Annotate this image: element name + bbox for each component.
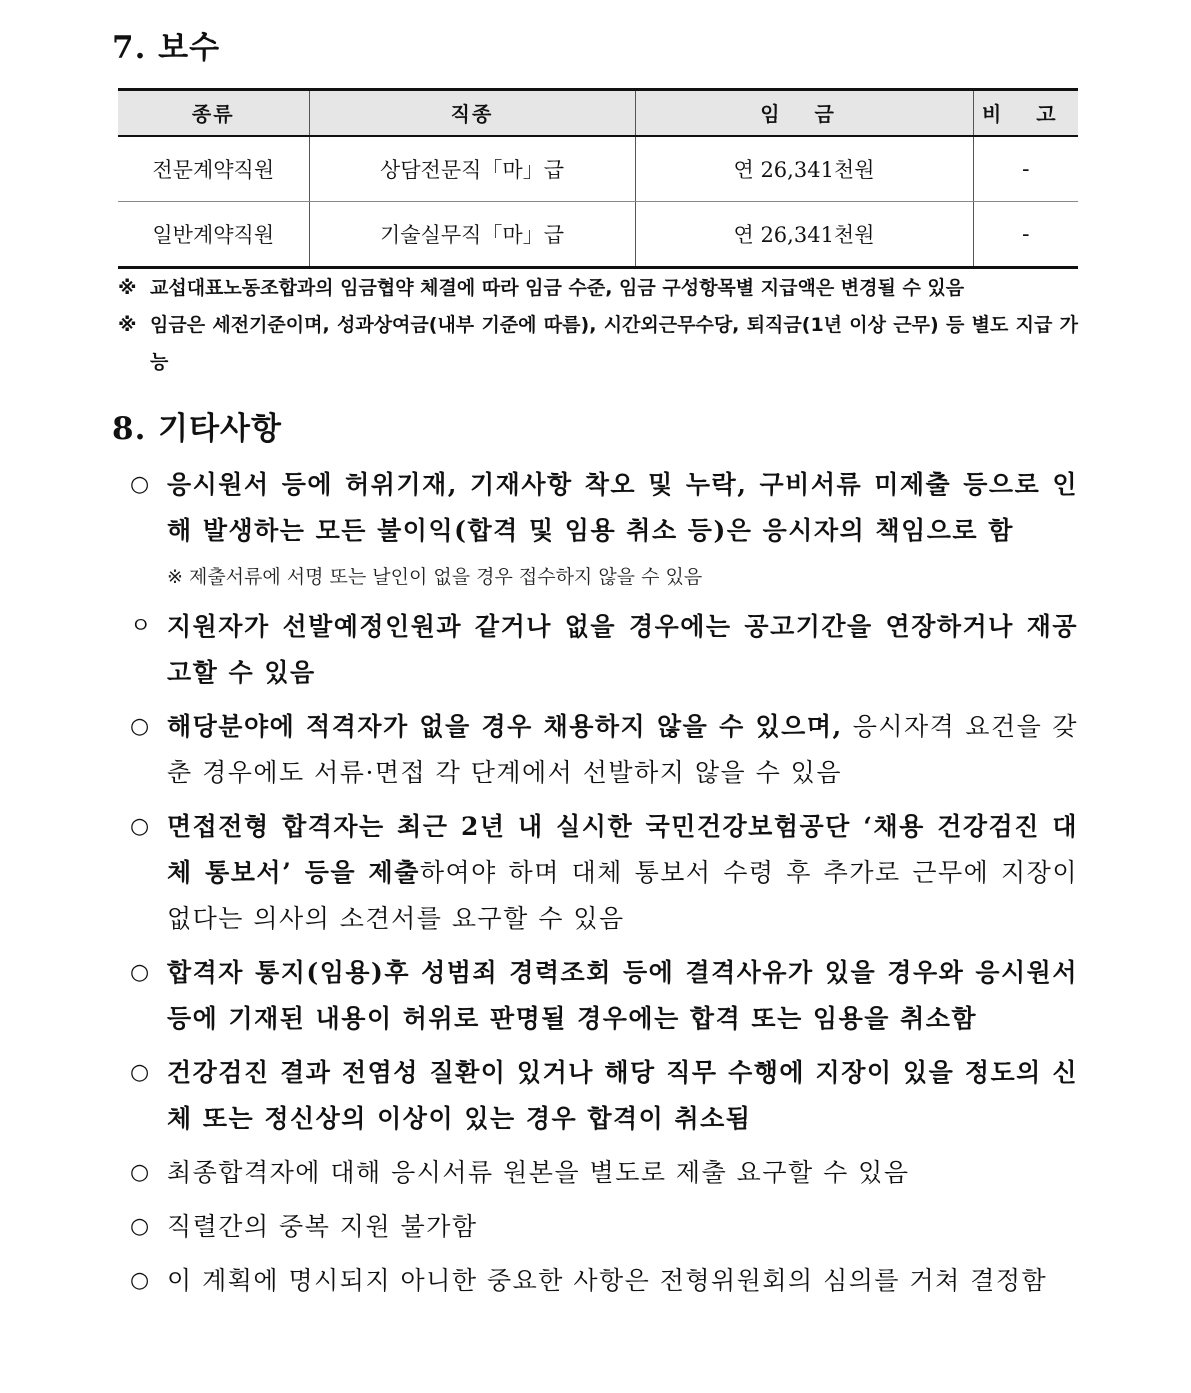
reference-mark: ※ [118,277,137,299]
header-type: 종류 [118,90,309,136]
item-bold-text: 합격자 통지(임용)후 성범죄 경력조회 등에 결격사유가 있을 경우와 응시원서 등에 기재된 내용이 허위로 판명될 경우에는 합격 또는 임용을 취소함 [167,958,1078,1033]
item-plain-text: 이 계획에 명시되지 아니한 중요한 사항은 전형위원회의 심의를 거쳐 결정함 [167,1266,1048,1295]
list-item [130,1050,1078,1142]
cell-wage: 연 26,341천원 [635,136,973,202]
list-item [130,604,1078,696]
section-title-etc: 8. 기타사항 [112,411,282,447]
header-wage: 임 금 [635,90,973,136]
pay-note-text: 임금은 세전기준이며, 성과상여금(내부 기준에 따름), 시간외근무수당, 퇴직금(1년 이상 근무) 등 별도 지급 가능 [150,314,1078,373]
reference-mark: ※ [118,314,137,336]
cell-job: 기술실무직「마」급 [309,202,635,268]
table-header-row [118,90,1078,136]
pay-notes [118,270,1078,381]
table-row [118,202,1078,268]
bullet-circle-icon: ○ [130,472,150,497]
reference-mark: ※ [167,566,183,588]
header-remarks: 비 고 [973,90,1078,136]
bullet-circle-icon: ○ [130,960,150,985]
item-plain-text: 하여야 하며 대체 통보서 수령 후 추가로 근무에 지장이 없다는 의사의 소견서를 요구할 수 있음 [167,858,1078,933]
header-job: 직종 [309,90,635,136]
etc-list [130,462,1078,1304]
table-row [118,136,1078,202]
list-item [130,1204,1078,1250]
list-item [130,704,1078,796]
item-plain-text: 최종합격자에 대해 응시서류 원본을 별도로 제출 요구할 수 있음 [167,1158,910,1187]
cell-type: 일반계약직원 [118,202,309,268]
item-bold-text: 건강검진 결과 전염성 질환이 있거나 해당 직무 수행에 지장이 있을 정도의 신체 또는 정신상의 이상이 있는 경우 합격이 취소됨 [167,1058,1078,1133]
list-item [130,950,1078,1042]
bullet-circle-icon: ㅇ [130,614,152,639]
bullet-circle-icon: ○ [130,1160,150,1185]
item-bold-text: 지원자가 선발예정인원과 같거나 없을 경우에는 공고기간을 연장하거나 재공고할 수 있음 [167,612,1078,687]
cell-type: 전문계약직원 [118,136,309,202]
subnote-text: 제출서류에 서명 또는 날인이 없을 경우 접수하지 않을 수 있음 [188,566,703,588]
pay-note [118,307,1078,381]
item-bold-text: 면접전형 합격자는 최근 2년 내 실시한 국민건강보험공단 ‘채용 건강검진 대체 통보서’ 등을 제출 [167,812,1078,887]
bullet-circle-icon: ○ [130,1268,150,1293]
cell-job: 상담전문직「마」급 [309,136,635,202]
cell-remarks: - [973,202,1078,268]
bullet-circle-icon: ○ [130,814,150,839]
section-title-pay: 7. 보수 [112,30,221,66]
bullet-circle-icon: ○ [130,1214,150,1239]
list-item [130,804,1078,942]
pay-note-text: 교섭대표노동조합과의 임금협약 체결에 따라 임금 수준, 임금 구성항목별 지급액은 변경될 수 있음 [150,277,965,299]
bullet-circle-icon: ○ [130,714,150,739]
pay-table [118,88,1078,269]
cell-remarks: - [973,136,1078,202]
item-plain-text: 직렬간의 중복 지원 불가함 [167,1212,478,1241]
cell-wage: 연 26,341천원 [635,202,973,268]
list-item [130,1258,1078,1304]
list-item [130,462,1078,554]
list-subnote [130,562,1078,592]
list-item [130,1150,1078,1196]
pay-note [118,270,1078,307]
item-plain-text: 응시자격 요건을 갖춘 경우에도 서류·면접 각 단계에서 선발하지 않을 수 있음 [167,712,1078,787]
item-bold-text: 해당분야에 적격자가 없을 경우 채용하지 않을 수 있으며, [167,712,843,741]
bullet-circle-icon: ○ [130,1060,150,1085]
item-bold-text: 응시원서 등에 허위기재, 기재사항 착오 및 누락, 구비서류 미제출 등으로 인해 발생하는 모든 불이익(합격 및 임용 취소 등)은 응시자의 책임으로 함 [167,470,1078,545]
